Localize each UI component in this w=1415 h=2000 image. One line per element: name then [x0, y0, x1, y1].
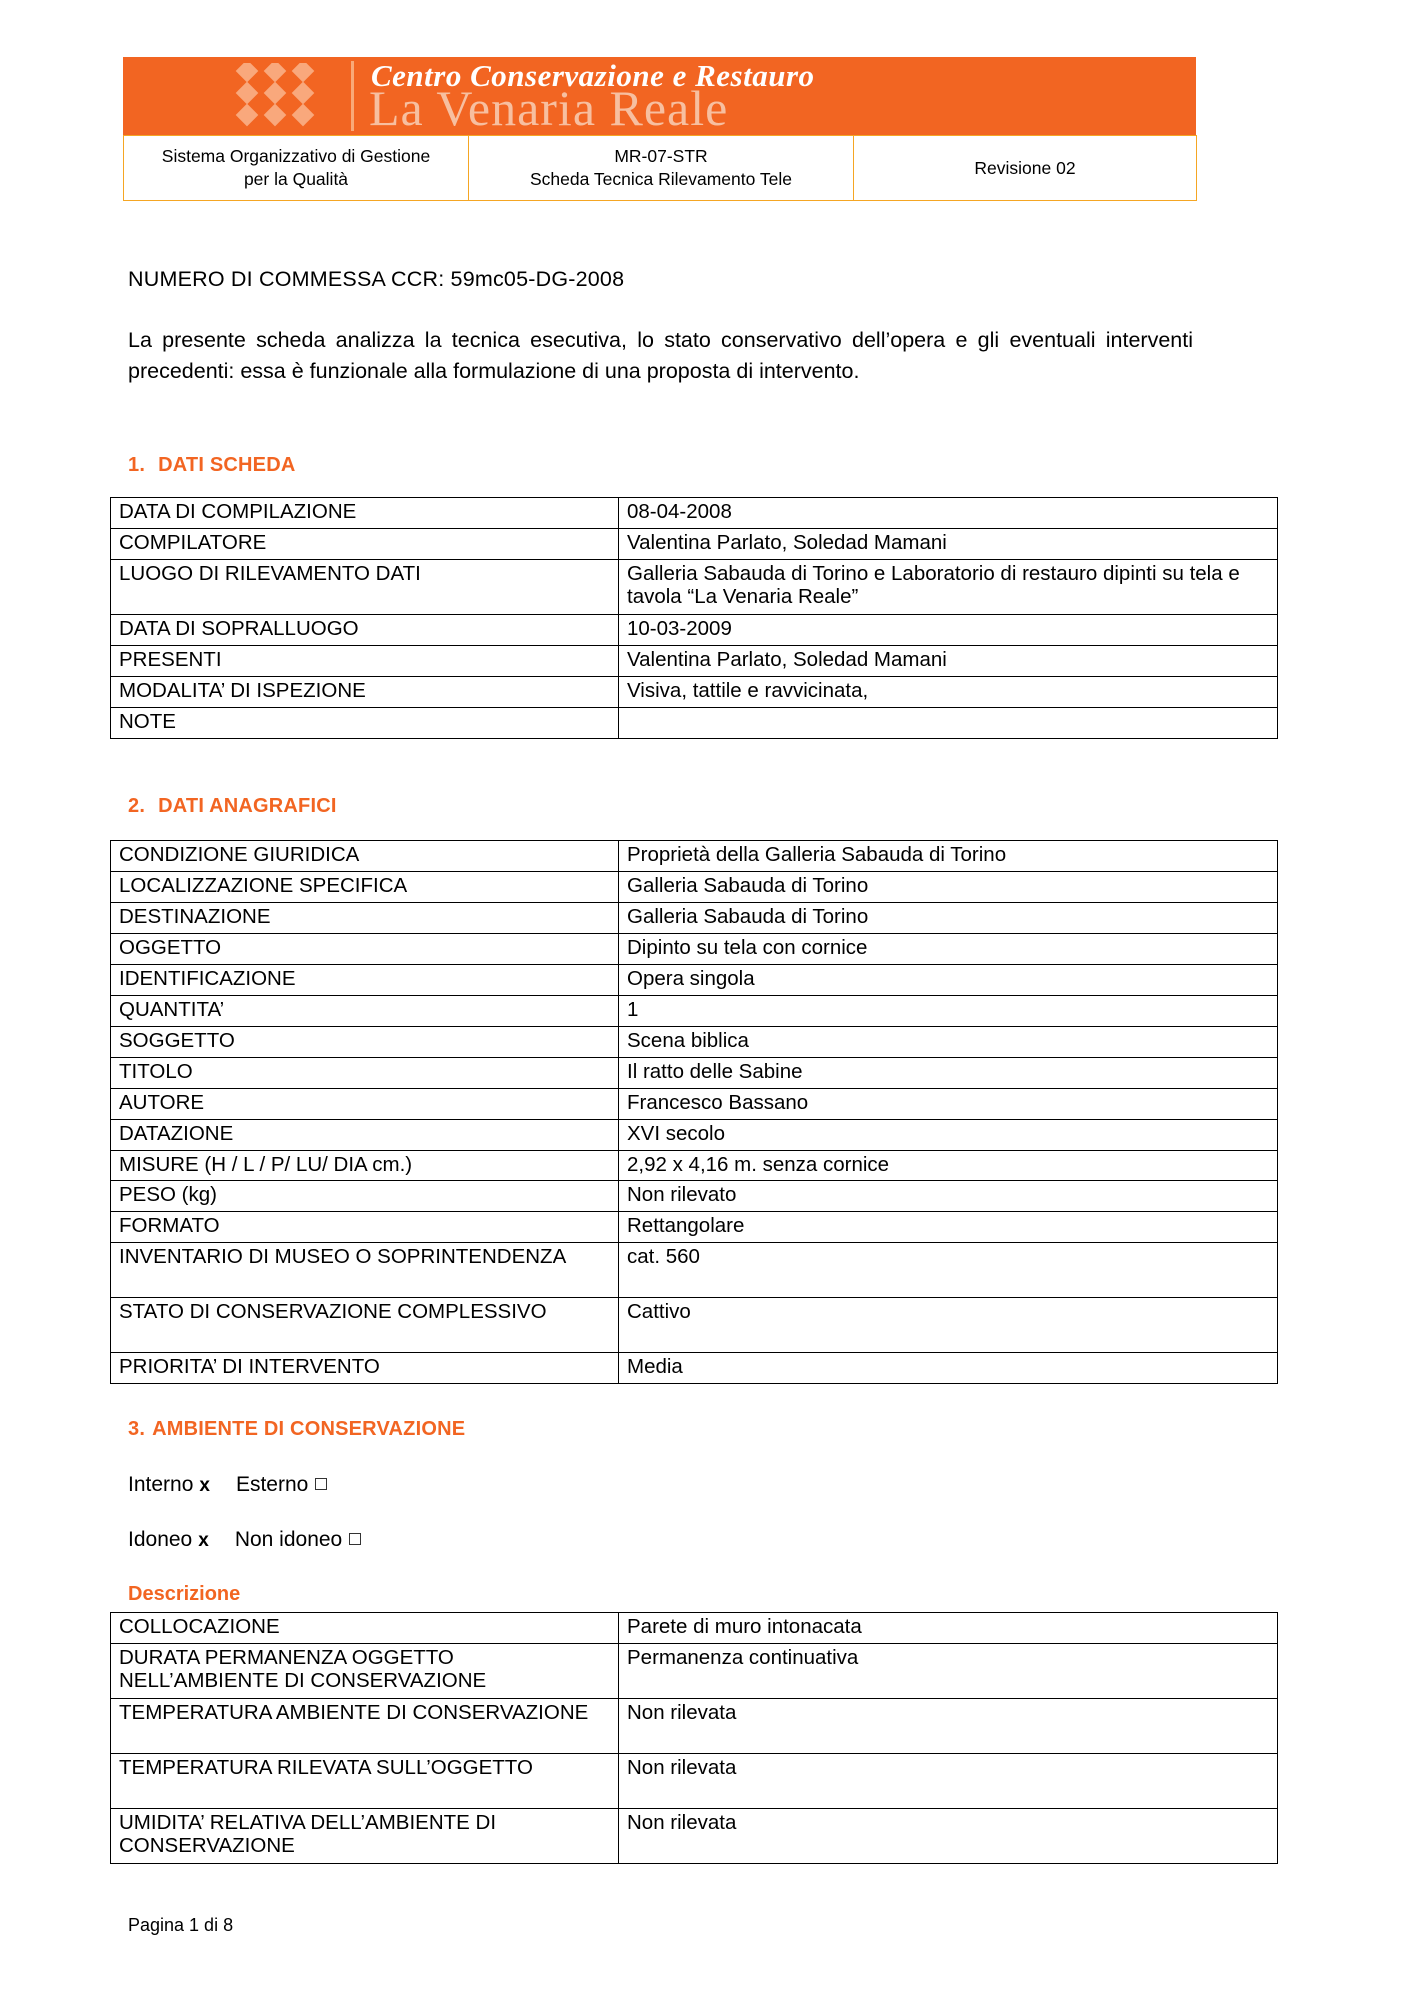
- table-row: [111, 1243, 1278, 1298]
- header-info-row: [124, 136, 1197, 201]
- table-row: [111, 559, 1278, 614]
- section-heading-dati-scheda: [128, 454, 295, 477]
- row-value: 08-04-2008: [619, 498, 1278, 529]
- row-value: Cattivo: [619, 1298, 1278, 1353]
- row-value: Non rilevata: [619, 1753, 1278, 1808]
- row-value: Galleria Sabauda di Torino e Laboratorio di restauro dipinti su tela e tavola “La Venaria Reale”: [619, 559, 1278, 614]
- header-cell-quality-system-line2: per la Qualità: [243, 169, 349, 190]
- document-header: [123, 57, 1196, 201]
- section-title-1: DATI SCHEDA: [158, 454, 296, 476]
- row-key: TEMPERATURA RILEVATA SULL’OGGETTO: [111, 1753, 619, 1808]
- row-key: DATA DI SOPRALLUOGO: [111, 614, 619, 645]
- checkmark-interno: x: [199, 1475, 210, 1496]
- section-title-3: AMBIENTE DI CONSERVAZIONE: [152, 1418, 466, 1440]
- table-row: [111, 1613, 1278, 1644]
- row-value: Rettangolare: [619, 1212, 1278, 1243]
- table-dati-scheda: [110, 497, 1278, 739]
- section-title-2: DATI ANAGRAFICI: [158, 795, 337, 817]
- row-value: Il ratto delle Sabine: [619, 1057, 1278, 1088]
- row-key: LUOGO DI RILEVAMENTO DATI: [111, 559, 619, 614]
- row-value: Valentina Parlato, Soledad Mamani: [619, 645, 1278, 676]
- row-value: 2,92 x 4,16 m. senza cornice: [619, 1150, 1278, 1181]
- table-row: [111, 1353, 1278, 1384]
- table-row: [111, 528, 1278, 559]
- table-row: [111, 1150, 1278, 1181]
- row-value: 1: [619, 995, 1278, 1026]
- table-row: [111, 1298, 1278, 1353]
- row-key: IDENTIFICAZIONE: [111, 964, 619, 995]
- page-footer: Pagina 1 di 8: [128, 1915, 234, 1935]
- banner-divider: [351, 61, 354, 131]
- row-value: Galleria Sabauda di Torino: [619, 902, 1278, 933]
- table-row: [111, 1119, 1278, 1150]
- row-key: OGGETTO: [111, 933, 619, 964]
- row-value: Visiva, tattile e ravvicinata,: [619, 676, 1278, 707]
- table-row: [111, 933, 1278, 964]
- row-value: Francesco Bassano: [619, 1088, 1278, 1119]
- row-value: Media: [619, 1353, 1278, 1384]
- table-row: [111, 676, 1278, 707]
- header-cell-quality-system-line1: Sistema Organizzativo di Gestione: [161, 146, 431, 166]
- table-row: [111, 964, 1278, 995]
- table-row: [111, 1643, 1278, 1698]
- row-key: PRESENTI: [111, 645, 619, 676]
- row-key: COMPILATORE: [111, 528, 619, 559]
- row-value: Non rilevato: [619, 1181, 1278, 1212]
- row-key: TEMPERATURA AMBIENTE DI CONSERVAZIONE: [111, 1698, 619, 1753]
- row-value: XVI secolo: [619, 1119, 1278, 1150]
- row-key: NOTE: [111, 707, 619, 738]
- table-row: [111, 902, 1278, 933]
- label-interno: Interno: [128, 1473, 194, 1496]
- row-key: PESO (kg): [111, 1181, 619, 1212]
- row-value: [619, 707, 1278, 738]
- header-cell-document-code: [469, 136, 854, 201]
- table-row: [111, 841, 1278, 872]
- row-value: Scena biblica: [619, 1026, 1278, 1057]
- table-row: [111, 995, 1278, 1026]
- row-key: COLLOCAZIONE: [111, 1613, 619, 1644]
- section-heading-dati-anagrafici: [128, 795, 337, 818]
- table-row: [111, 1026, 1278, 1057]
- table-row: [111, 707, 1278, 738]
- section-heading-ambiente: [128, 1418, 465, 1441]
- row-key: DATA DI COMPILAZIONE: [111, 498, 619, 529]
- row-key: QUANTITA’: [111, 995, 619, 1026]
- order-number-line: NUMERO DI COMMESSA CCR: 59mc05-DG-2008: [128, 267, 625, 291]
- table-descrizione: [110, 1612, 1278, 1864]
- table-row: [111, 614, 1278, 645]
- header-cell-document-code-line1: MR-07-STR: [614, 146, 708, 166]
- row-key: UMIDITA’ RELATIVA DELL’AMBIENTE DI CONSERVAZIONE: [111, 1808, 619, 1863]
- row-value: 10-03-2009: [619, 614, 1278, 645]
- row-value: Dipinto su tela con cornice: [619, 933, 1278, 964]
- row-key: LOCALIZZAZIONE SPECIFICA: [111, 871, 619, 902]
- diamond-pattern-icon: [228, 63, 338, 129]
- table-row: [111, 498, 1278, 529]
- table-row: [111, 1181, 1278, 1212]
- row-value: cat. 560: [619, 1243, 1278, 1298]
- banner-title-line2: La Venaria Reale: [369, 80, 729, 135]
- label-idoneo: Idoneo: [128, 1528, 193, 1551]
- row-value: Proprietà della Galleria Sabauda di Torino: [619, 841, 1278, 872]
- ambiente-interno-esterno-row: [128, 1473, 327, 1497]
- row-key: PRIORITA’ DI INTERVENTO: [111, 1353, 619, 1384]
- row-value: Opera singola: [619, 964, 1278, 995]
- ambiente-idoneo-row: [128, 1528, 361, 1552]
- row-value: Non rilevata: [619, 1698, 1278, 1753]
- table-dati-anagrafici: [110, 840, 1278, 1384]
- descrizione-heading: Descrizione: [128, 1583, 241, 1605]
- header-info-table: [123, 135, 1197, 201]
- row-key: FORMATO: [111, 1212, 619, 1243]
- row-key: AUTORE: [111, 1088, 619, 1119]
- row-key: MODALITA’ DI ISPEZIONE: [111, 676, 619, 707]
- checkbox-non-idoneo[interactable]: [349, 1533, 361, 1545]
- row-key: DATAZIONE: [111, 1119, 619, 1150]
- row-key: MISURE (H / L / P/ LU/ DIA cm.): [111, 1150, 619, 1181]
- row-key: STATO DI CONSERVAZIONE COMPLESSIVO: [111, 1298, 619, 1353]
- row-value: Parete di muro intonacata: [619, 1613, 1278, 1644]
- row-key: DESTINAZIONE: [111, 902, 619, 933]
- row-key: TITOLO: [111, 1057, 619, 1088]
- row-value: Galleria Sabauda di Torino: [619, 871, 1278, 902]
- table-row: [111, 1808, 1278, 1863]
- table-row: [111, 1698, 1278, 1753]
- banner-title-line1: Centro Conservazione e Restauro: [371, 58, 815, 93]
- table-row: [111, 1753, 1278, 1808]
- header-cell-quality-system: [124, 136, 469, 201]
- checkmark-idoneo: x: [198, 1530, 209, 1551]
- label-esterno: Esterno: [235, 1473, 309, 1496]
- row-value: Non rilevata: [619, 1808, 1278, 1863]
- row-value: Valentina Parlato, Soledad Mamani: [619, 528, 1278, 559]
- section-number-3: 3.: [128, 1418, 146, 1440]
- intro-paragraph: La presente scheda analizza la tecnica esecutiva, lo stato conservativo dell’opera e gli eventuali interventi precedenti: essa è funzionale alla formulazione di una proposta di intervento.: [128, 328, 1193, 383]
- row-key: SOGGETTO: [111, 1026, 619, 1057]
- table-row: [111, 871, 1278, 902]
- logo-banner: [123, 57, 1196, 135]
- label-non-idoneo: Non idoneo: [234, 1528, 343, 1551]
- row-key: DURATA PERMANENZA OGGETTO NELL’AMBIENTE DI CONSERVAZIONE: [111, 1643, 619, 1698]
- table-row: [111, 645, 1278, 676]
- header-cell-document-code-line2: Scheda Tecnica Rilevamento Tele: [529, 169, 792, 190]
- row-key: CONDIZIONE GIURIDICA: [111, 841, 619, 872]
- section-number-1: 1.: [128, 454, 146, 476]
- row-value: Permanenza continuativa: [619, 1643, 1278, 1698]
- row-key: INVENTARIO DI MUSEO O SOPRINTENDENZA: [111, 1243, 619, 1298]
- table-row: [111, 1212, 1278, 1243]
- table-row: [111, 1057, 1278, 1088]
- header-cell-revision: Revisione 02: [854, 136, 1197, 201]
- checkbox-esterno[interactable]: [315, 1478, 327, 1490]
- section-number-2: 2.: [128, 795, 146, 817]
- table-row: [111, 1088, 1278, 1119]
